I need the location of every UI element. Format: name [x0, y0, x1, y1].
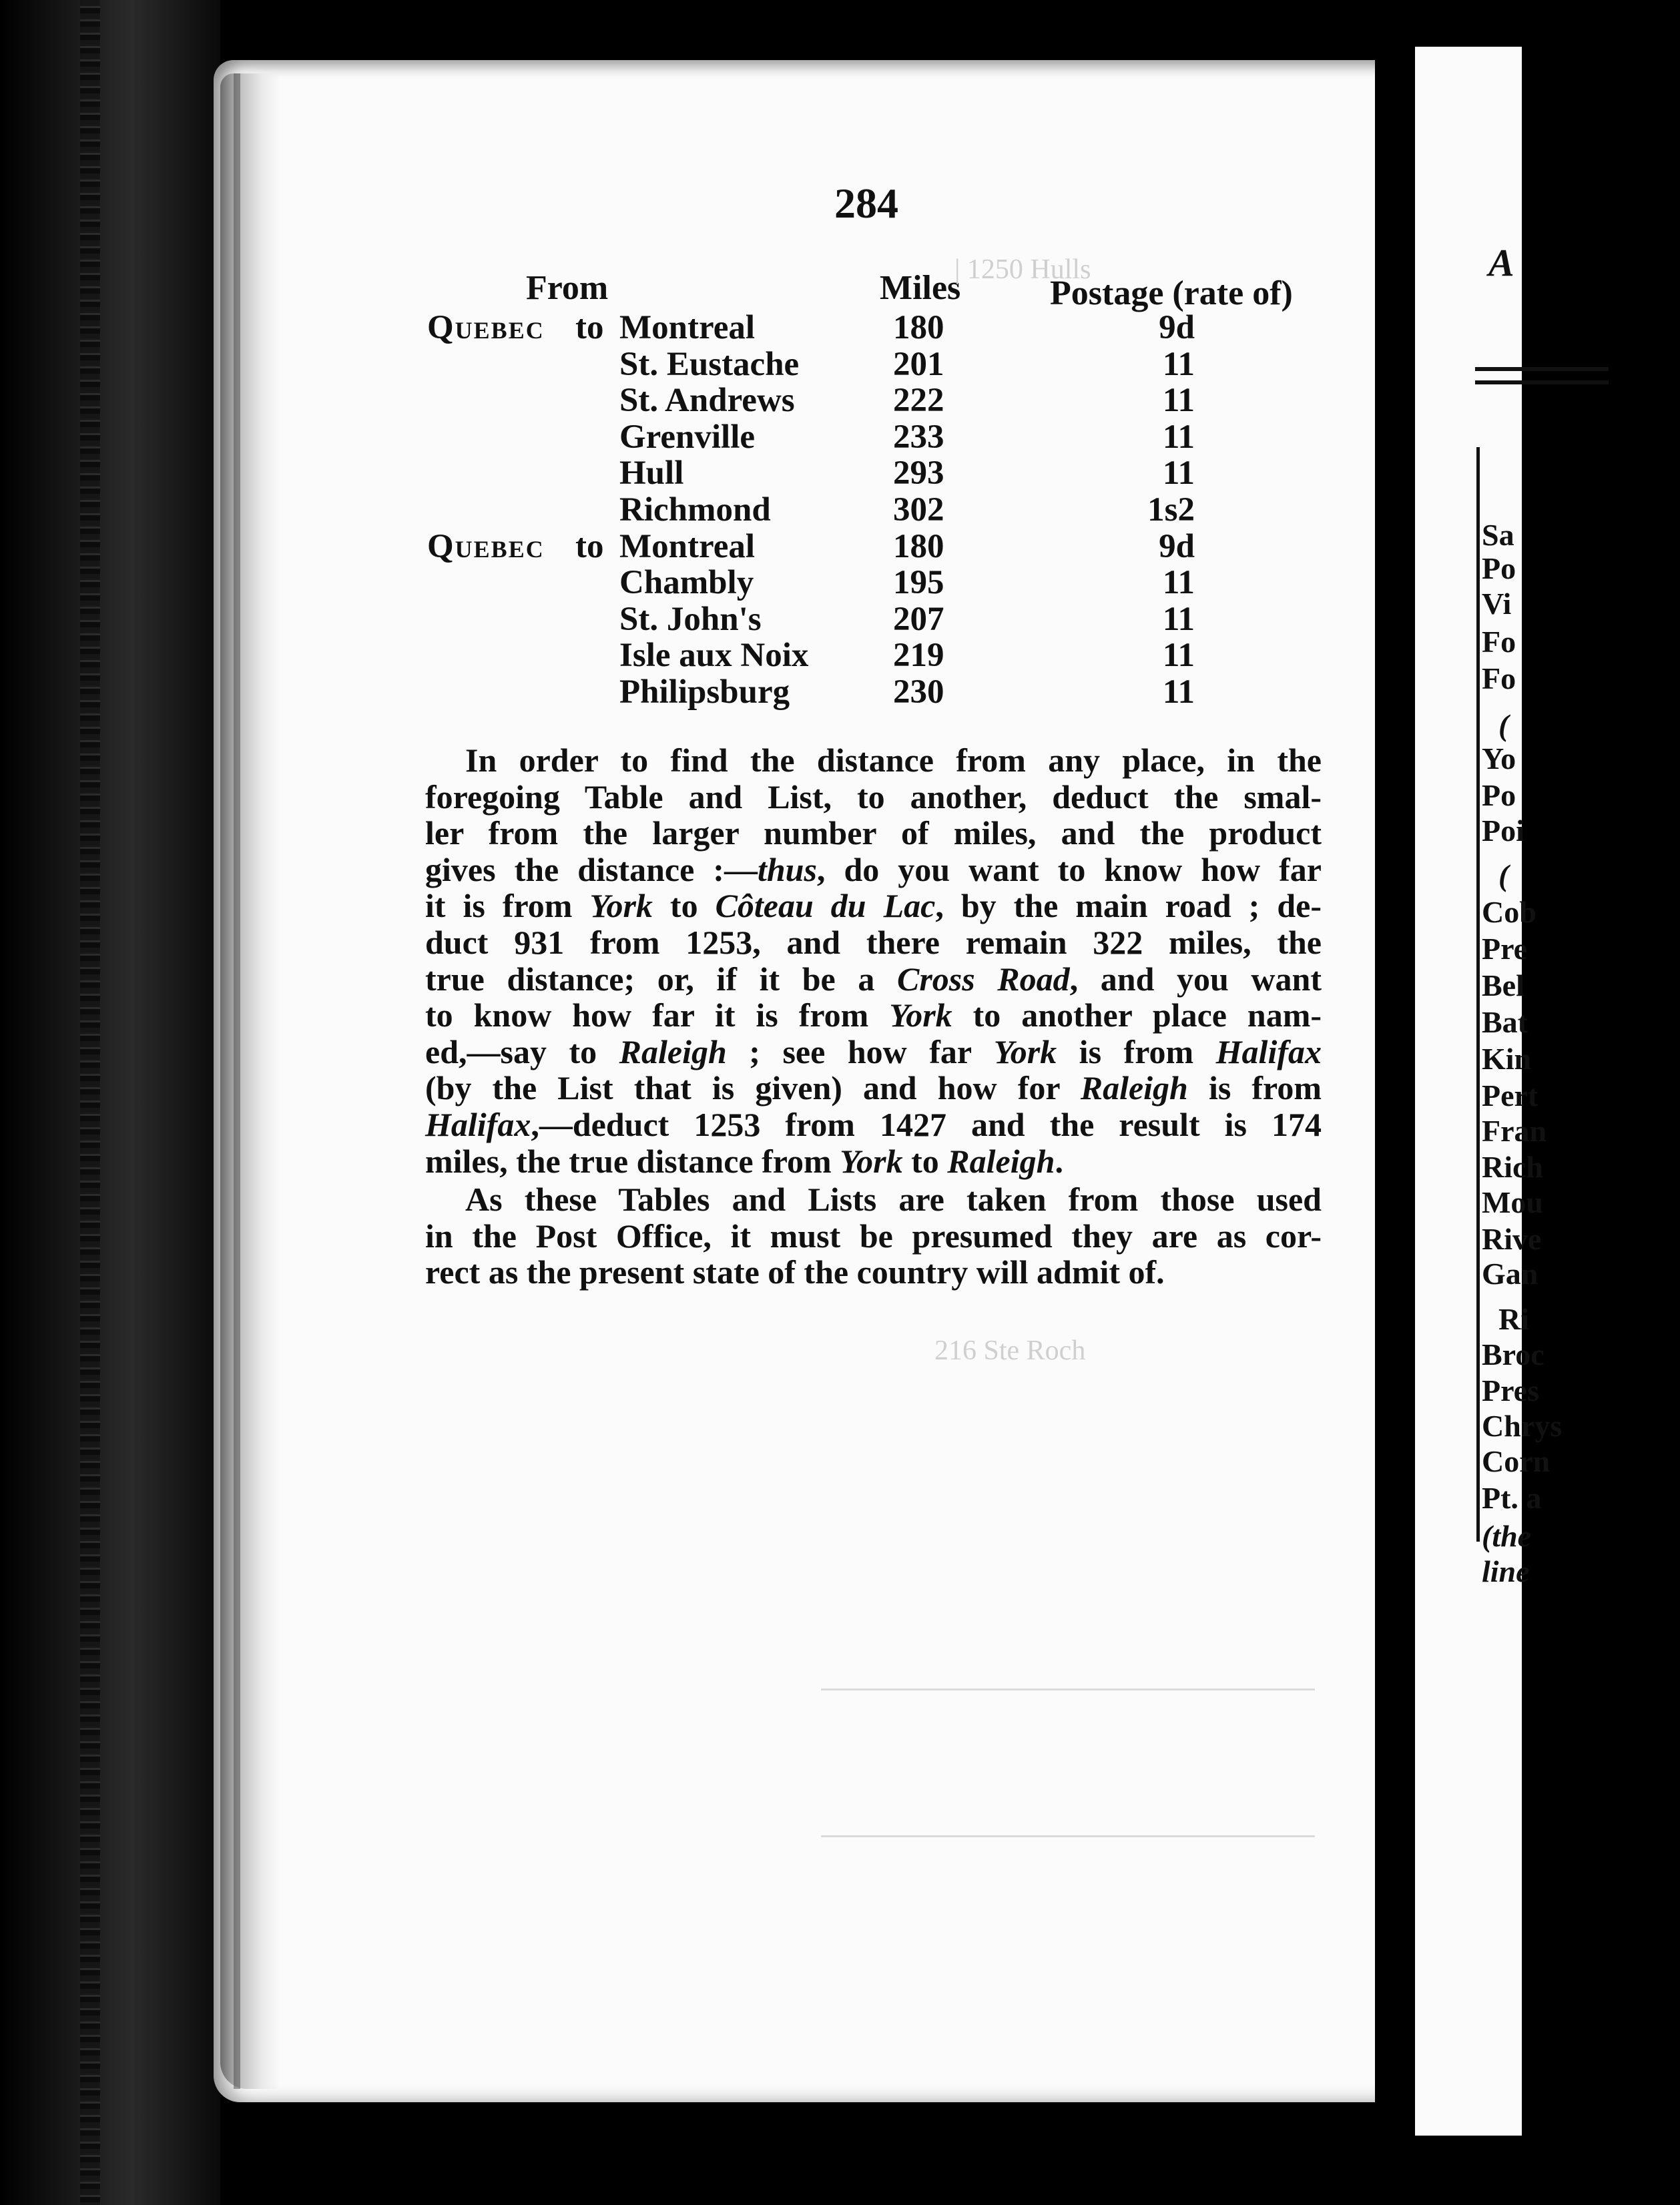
table-postage: 11: [1162, 418, 1195, 456]
text-line: Halifax,—deduct 1253 from 1427 and the result is 174: [425, 1105, 1322, 1143]
facing-page-line: Rich: [1482, 1150, 1543, 1184]
book-binding: [0, 0, 220, 2205]
table-miles: 222: [893, 382, 944, 420]
facing-page-rule: [1475, 367, 1609, 371]
text-line: ler from the larger number of miles, and the product: [425, 814, 1322, 852]
bleed-through-rule: [821, 1835, 1315, 1837]
table-miles: 233: [893, 418, 944, 456]
table-postage: 9d: [1159, 527, 1195, 565]
text-line: it is from York to Côteau du Lac, by the main road ; de-: [425, 887, 1322, 925]
text-line: to know how far it is from York to another place nam-: [425, 996, 1322, 1034]
facing-page-line: Chrys: [1482, 1409, 1563, 1443]
facing-page-line: line: [1482, 1554, 1530, 1588]
facing-page-line: Fran: [1482, 1114, 1547, 1148]
text-line: in the Post Office, it must be presumed they are as cor-: [425, 1217, 1322, 1255]
table-origin: Quebec: [427, 309, 545, 346]
col-header-miles: Miles: [880, 269, 961, 307]
table-to: to: [575, 309, 604, 346]
table-miles: 207: [893, 600, 944, 638]
table-miles: 180: [893, 309, 944, 346]
facing-page-fragment: [1415, 47, 1563, 2136]
facing-page-line: Ri: [1498, 1302, 1529, 1336]
facing-page-line: Bat: [1482, 1005, 1528, 1039]
table-destination: St. John's: [619, 600, 762, 638]
table-miles: 293: [893, 454, 944, 493]
paragraph-post-office-note: [425, 1181, 1322, 1291]
table-miles: 302: [893, 491, 944, 529]
facing-page-rule: [1475, 380, 1609, 384]
facing-page-line: Rive: [1482, 1222, 1542, 1256]
table-miles: 195: [893, 564, 944, 602]
table-postage: 11: [1162, 673, 1195, 711]
text-line: ed,—say to Raleigh ; see how far York is from Halifax: [425, 1032, 1322, 1070]
facing-page-line: Pt. a: [1482, 1481, 1542, 1515]
table-origin: Quebec: [427, 527, 545, 565]
page-curl-edge: [220, 73, 280, 2089]
text-line: miles, the true distance from York to Raleigh.: [425, 1142, 1063, 1180]
table-postage: 11: [1162, 637, 1195, 675]
col-header-from: From: [526, 269, 609, 307]
table-postage: 11: [1162, 454, 1195, 493]
facing-page-line: Pre: [1482, 932, 1528, 966]
text-line: duct 931 from 1253, and there remain 322 miles, the: [425, 923, 1322, 961]
table-postage: 11: [1162, 600, 1195, 638]
paragraph-distance-instructions: [425, 742, 1322, 1179]
facing-page-line: Sa: [1482, 518, 1514, 552]
table-destination: Montreal: [619, 309, 756, 346]
facing-page-line: Fo: [1482, 661, 1516, 695]
facing-page-line: Pres: [1482, 1373, 1540, 1407]
facing-page-line: (: [1498, 708, 1509, 742]
table-destination: Hull: [619, 454, 684, 493]
facing-page-header: A: [1488, 241, 1514, 284]
facing-page-line: Cob: [1482, 895, 1536, 929]
text-line: foregoing Table and List, to another, deduct the smal-: [425, 777, 1322, 816]
col-header-postage: Postage (rate of): [1050, 274, 1293, 312]
facing-page-line: Poi: [1482, 814, 1524, 848]
facing-page-line: Bel: [1482, 968, 1524, 1002]
text-line: rect as the present state of the country will admit of.: [425, 1253, 1165, 1291]
table-destination: St. Andrews: [619, 382, 795, 420]
page-number: 284: [834, 180, 898, 227]
text-line: In order to find the distance from any place, in the: [465, 741, 1322, 779]
facing-page-line: (the: [1482, 1519, 1532, 1553]
facing-page-line: Po: [1482, 778, 1516, 812]
facing-page-line: Corn: [1482, 1444, 1551, 1478]
facing-page-line: (: [1498, 858, 1509, 892]
table-destination: St. Eustache: [619, 345, 800, 383]
table-postage: 11: [1162, 345, 1195, 383]
facing-page-line: Po: [1482, 551, 1516, 585]
table-miles: 219: [893, 637, 944, 675]
table-miles: 201: [893, 345, 944, 383]
facing-page-line: Vi: [1482, 587, 1512, 621]
text-line: gives the distance :—thus, do you want to know how far: [425, 850, 1322, 888]
facing-page-line: Pert: [1482, 1078, 1538, 1113]
table-destination: Chambly: [619, 564, 754, 602]
binding-stitching: [80, 0, 100, 2205]
text-line: As these Tables and Lists are taken from those used: [465, 1181, 1322, 1218]
table-postage: 1s2: [1147, 491, 1195, 529]
facing-page-line: Mou: [1482, 1185, 1543, 1219]
bleed-through-text: | 1250 Hulls: [954, 254, 1091, 285]
table-destination: Isle aux Noix: [619, 637, 809, 675]
facing-page-line: Fo: [1482, 625, 1516, 659]
table-postage: 11: [1162, 564, 1195, 602]
table-destination: Grenville: [619, 418, 756, 456]
table-miles: 230: [893, 673, 944, 711]
table-to: to: [575, 527, 604, 565]
table-destination: Richmond: [619, 491, 771, 529]
text-line: (by the List that is given) and how for Raleigh is from: [425, 1069, 1322, 1107]
table-postage: 11: [1162, 382, 1195, 420]
facing-page-line: Gan: [1482, 1257, 1538, 1291]
table-destination: Montreal: [619, 527, 756, 565]
table-destination: Philipsburg: [619, 673, 790, 711]
facing-page-line: Broc: [1482, 1337, 1545, 1371]
bleed-through-text: 216 Ste Roch: [934, 1335, 1086, 1366]
bleed-through-rule: [821, 1688, 1315, 1690]
text-line: true distance; or, if it be a Cross Road, and you want: [425, 960, 1322, 998]
facing-page-line: Yo: [1482, 741, 1516, 775]
facing-page-line: Kin: [1482, 1042, 1532, 1076]
table-postage: 9d: [1159, 309, 1195, 346]
table-miles: 180: [893, 527, 944, 565]
